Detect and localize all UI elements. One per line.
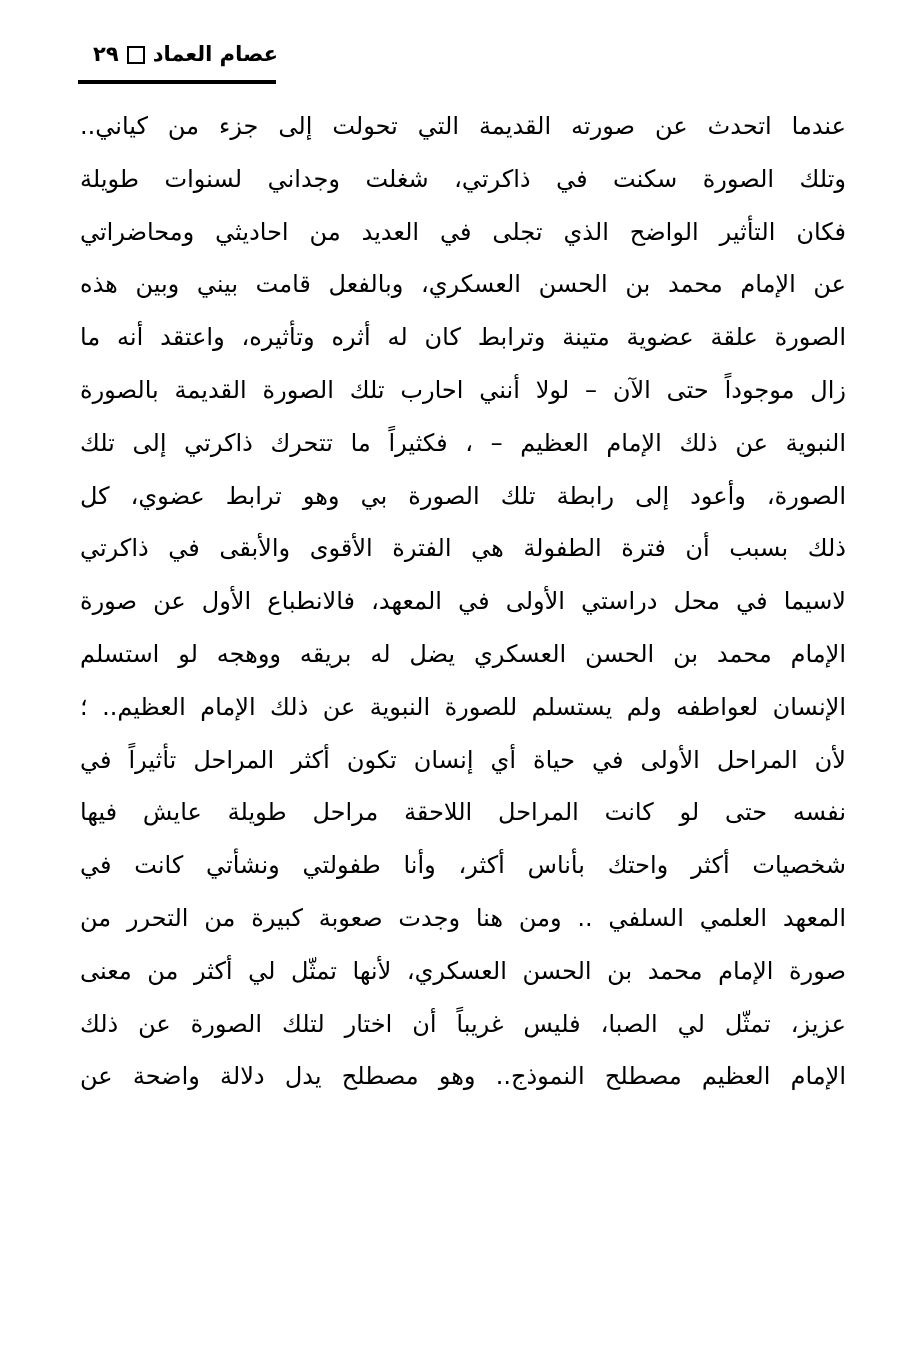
text-line: النبوية عن ذلك الإمام العظيم – ، فكثيراً ما تتحرك ذاكرتي إلى تلك xyxy=(80,428,846,457)
text-line xyxy=(80,1156,846,1209)
text-line: ذلك بسبب أن فترة الطفولة هي الفترة الأقوى والأبقى في ذاكرتي xyxy=(80,534,846,563)
text-line: الإمام العظيم مصطلح النموذج.. وهو مصطلح يدل دلالة واضحة عن xyxy=(80,1062,846,1091)
page-number: ٢٩ xyxy=(93,42,119,66)
header-rule xyxy=(78,80,276,84)
text-line: لاسيما في محل دراستي الأولى في المعهد، فالانطباع الأول عن صورة xyxy=(80,587,846,616)
text-line: وتلك الصورة سكنت في ذاكرتي، شغلت وجداني لسنوات طويلة xyxy=(80,164,846,193)
text-line: عزيز، تمثّل لي الصبا، فليس غريباً أن اختار لتلك الصورة عن ذلك xyxy=(80,1009,846,1038)
text-line: عن الإمام محمد بن الحسن العسكري، وبالفعل قامت بيني وبين هذه xyxy=(80,270,846,299)
text-line: الصورة، وأعود إلى رابطة تلك الصورة بي وهو ترابط عضوي، كل xyxy=(80,481,846,510)
text-line: الصورة علقة عضوية متينة وترابط كان له أثره وتأثيره، واعتقد أنه ما xyxy=(80,323,846,352)
text-line: الإنسان لعواطفه ولم يستسلم للصورة النبوية عن ذلك الإمام العظيم.. ؛ xyxy=(80,692,846,721)
body-text xyxy=(80,100,846,1209)
text-line xyxy=(80,1103,846,1156)
text-line: فكان التأثير الواضح الذي تجلى في العديد من احاديثي ومحاضراتي xyxy=(80,217,846,246)
running-header xyxy=(78,42,278,66)
text-line: شخصيات أكثر واحتك بأناس أكثر، وأنا طفولتي ونشأتي كانت في xyxy=(80,851,846,880)
book-title: عصام العماد xyxy=(152,42,278,66)
text-line: عندما اتحدث عن صورته القديمة التي تحولت إلى جزء من كياني.. xyxy=(80,112,846,140)
separator-square-icon xyxy=(127,46,145,64)
text-line: نفسه حتى لو كانت المراحل اللاحقة مراحل طويلة عايش فيها xyxy=(80,798,846,827)
text-line: صورة الإمام محمد بن الحسن العسكري، لأنها تمثّل لي أكثر من معنى xyxy=(80,956,846,985)
text-line: الإمام محمد بن الحسن العسكري يضل له بريقه ووهجه لو استسلم xyxy=(80,639,846,668)
text-line: المعهد العلمي السلفي .. ومن هنا وجدت صعوبة كبيرة من التحرر من xyxy=(80,903,846,932)
text-line: زال موجوداً حتى الآن – لولا أنني احارب تلك الصورة القديمة بالصورة xyxy=(80,375,846,404)
text-line: لأن المراحل الأولى في حياة أي إنسان تكون أكثر المراحل تأثيراً في xyxy=(80,745,846,774)
